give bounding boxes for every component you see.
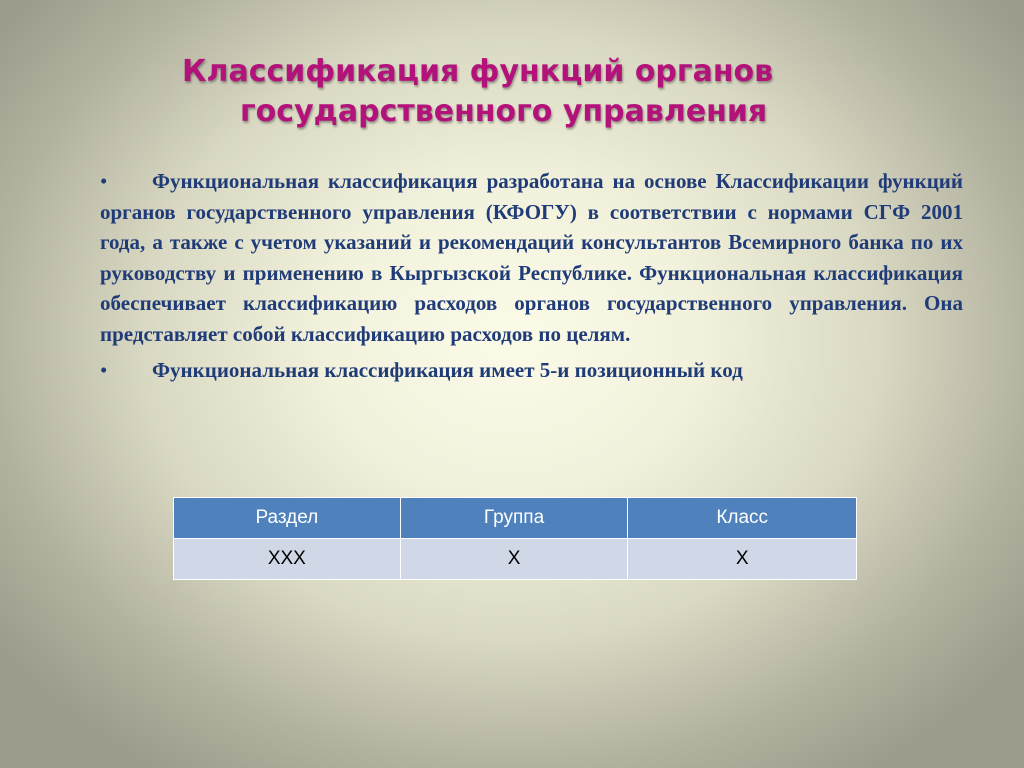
bullet-item-code bbox=[100, 355, 963, 386]
table-header-section: Раздел bbox=[174, 498, 401, 539]
bullet-item-description bbox=[100, 166, 963, 349]
bullet-text-code: Функциональная классификация имеет 5-и позиционный код bbox=[152, 358, 743, 382]
bullet-marker-icon: • bbox=[100, 358, 108, 382]
table-row bbox=[174, 539, 857, 580]
bullet-list bbox=[100, 166, 963, 392]
table-header-class: Класс bbox=[628, 498, 857, 539]
table-cell-group: Х bbox=[400, 539, 628, 580]
table-header-row bbox=[174, 498, 857, 539]
slide-title-line-1: Классификация функций органов bbox=[182, 54, 774, 89]
bullet-marker-icon: • bbox=[100, 169, 108, 193]
bullet-text-description: Функциональная классификация разработана на основе Классификации функций органов государственного управления (КФОГУ) в соответствии с нормами СГФ 2001 года, а также с учетом указаний и рекомендаций консультантов Всемирного банка по их руководству и применению в Кыргызской Республике. Функциональная классификация обеспечивает классификацию расходов органов государственного управления. Она представляет собой классификацию расходов по целям. bbox=[100, 169, 963, 346]
table-header-group: Группа bbox=[400, 498, 628, 539]
slide-title-line-2: государственного управления bbox=[240, 94, 768, 129]
table-cell-section: ХХХ bbox=[174, 539, 401, 580]
code-structure-table bbox=[173, 497, 857, 580]
table-cell-class: Х bbox=[628, 539, 857, 580]
slide-title bbox=[160, 52, 880, 132]
